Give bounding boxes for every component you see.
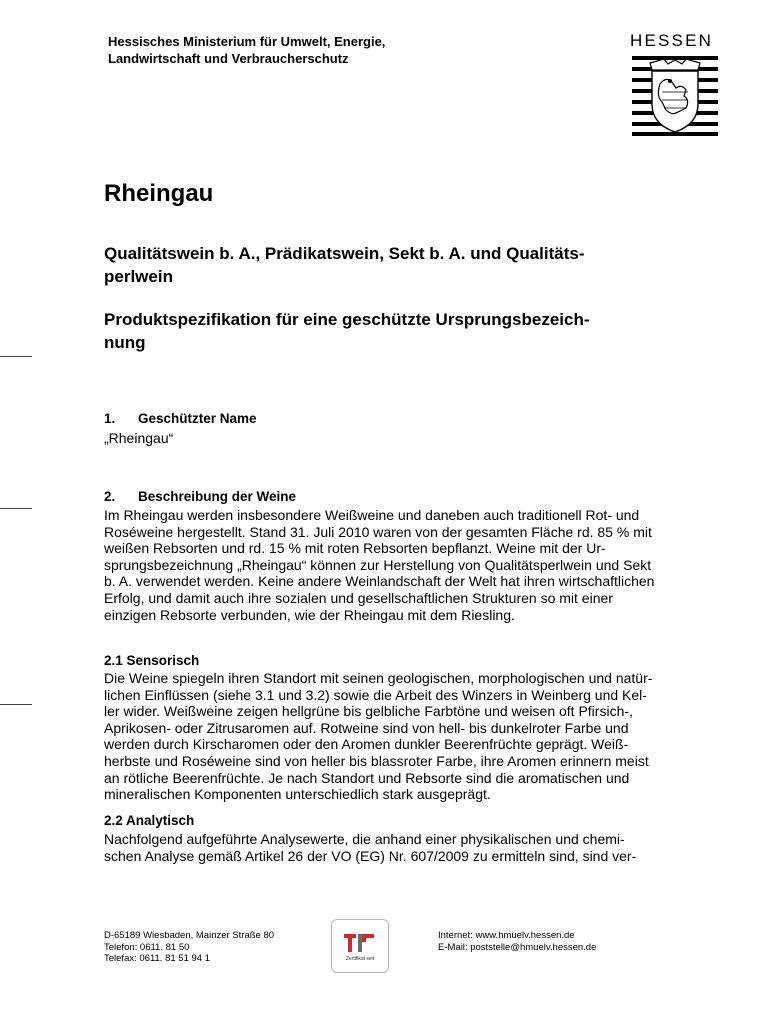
section-heading <box>104 488 296 505</box>
document-subtitle-wine-types <box>104 242 704 288</box>
section-number: 1. <box>104 411 116 426</box>
section-number: 2. <box>104 489 116 504</box>
subtitle-line: Qualitätswein b. A., Prädikatswein, Sekt b. A. und Qualitäts- <box>104 244 585 263</box>
body-line: Roséweine hergestellt. Stand 31. Juli 2010 waren von der gesamten Fläche rd. 85 % mit <box>104 523 652 540</box>
body-line: einzigen Rebsorte verbunden, wie der Rheingau mit dem Riesling. <box>104 606 515 623</box>
body-line: Nachfolgend aufgeführte Analysewerte, die anhand einer physikalischen und chemi- <box>104 831 625 847</box>
section-title: Geschützter Name <box>138 411 257 426</box>
ministry-name <box>108 33 385 67</box>
ministry-line: Hessisches Ministerium für Umwelt, Energie, <box>108 34 386 49</box>
certificate-logo-icon <box>331 919 389 973</box>
body-line: Aprikosen- oder Zitrusaromen auf. Rotweine sind von hell- bis dunkelroter Farbe und <box>104 719 629 736</box>
section-body <box>104 831 636 864</box>
section-body <box>104 670 652 803</box>
body-line: lichen Einflüssen (siehe 3.1 und 3.2) sowie die Arbeit des Winzers in Weinberg und Kel- <box>104 686 647 703</box>
certificate-caption: Zertifikat seit <box>345 956 375 962</box>
section-heading <box>104 410 257 427</box>
section-title: Beschreibung der Weine <box>138 489 297 504</box>
margin-fold-mark <box>0 704 32 705</box>
body-line: b. A. verwendet werden. Keine andere Weinlandschaft der Welt hat ihren wirtschaftlichen <box>104 573 655 590</box>
state-name: HESSEN <box>630 31 714 50</box>
body-line: sprungsbezeichnung „Rheingau“ können zur Herstellung von Qualitätsperlwein und Sekt <box>104 556 652 573</box>
body-line: mineralischen Komponenten unterschiedlich stark ausgeprägt. <box>104 786 491 803</box>
body-line: Im Rheingau werden insbesondere Weißweine und daneben auch traditionell Rot- und <box>104 507 640 523</box>
body-line: werden durch Kirscharomen oder den Aromen dunkler Beerenfrüchte geprägt. Weiß- <box>104 736 629 753</box>
section-body <box>104 430 173 447</box>
margin-fold-mark <box>0 356 32 357</box>
body-line: herbste und Roséweine sind von heller bis blassroter Farbe, ihre Aromen erinnern meist <box>104 752 649 769</box>
footer-line: Telefon: 0611. 81 50 <box>104 941 190 953</box>
document-subtitle-specification <box>104 308 704 354</box>
body-line: an rötliche Beerenfrüchte. Je nach Standort und Rebsorte sind die aromatischen und <box>104 769 630 786</box>
footer-address <box>104 930 274 965</box>
ministry-line: Landwirtschaft und Verbraucherschutz <box>108 51 349 66</box>
body-line: „Rheingau“ <box>104 430 174 446</box>
body-line: schen Analyse gemäß Artikel 26 der VO (EG) Nr. 607/2009 zu ermitteln sind, sind ver- <box>104 847 637 864</box>
body-line: ler wider. Weißweine zeigen hellgrüne bis gelbliche Farbtöne und weisen oft Pfirsich-, <box>104 703 633 720</box>
footer-contact <box>438 930 596 953</box>
footer-line: E-Mail: poststelle@hmuelv.hessen.de <box>438 941 597 953</box>
footer-line: Telefax: 0611. 81 51 94 1 <box>104 953 210 964</box>
footer-line: Internet: www.hmuelv.hessen.de <box>438 930 575 941</box>
body-line: Erfolg, und damit auch ihre sozialen und gesellschaftlichen Strukturen so mit einer <box>104 589 613 606</box>
subsection-heading: 2.2 Analytisch <box>104 813 195 828</box>
footer-line: D-65189 Wiesbaden, Mainzer Straße 80 <box>104 930 275 941</box>
subtitle-line: nung <box>104 333 146 352</box>
subtitle-line: Produktspezifikation für eine geschützte Ursprungsbezeich- <box>104 310 590 329</box>
body-line: weißen Rebsorten und rd. 15 % mit roten Rebsorten bepflanzt. Weine mit der Ur- <box>104 540 606 557</box>
section-body <box>104 507 654 623</box>
document-title: Rheingau <box>104 180 214 207</box>
hessen-coat-of-arms-icon <box>632 54 718 141</box>
margin-fold-mark <box>0 508 32 509</box>
body-line: Die Weine spiegeln ihren Standort mit seinen geologischen, morphologischen und natür- <box>104 670 653 686</box>
subsection-heading: 2.1 Sensorisch <box>104 653 200 668</box>
subtitle-line: perlwein <box>104 267 173 286</box>
